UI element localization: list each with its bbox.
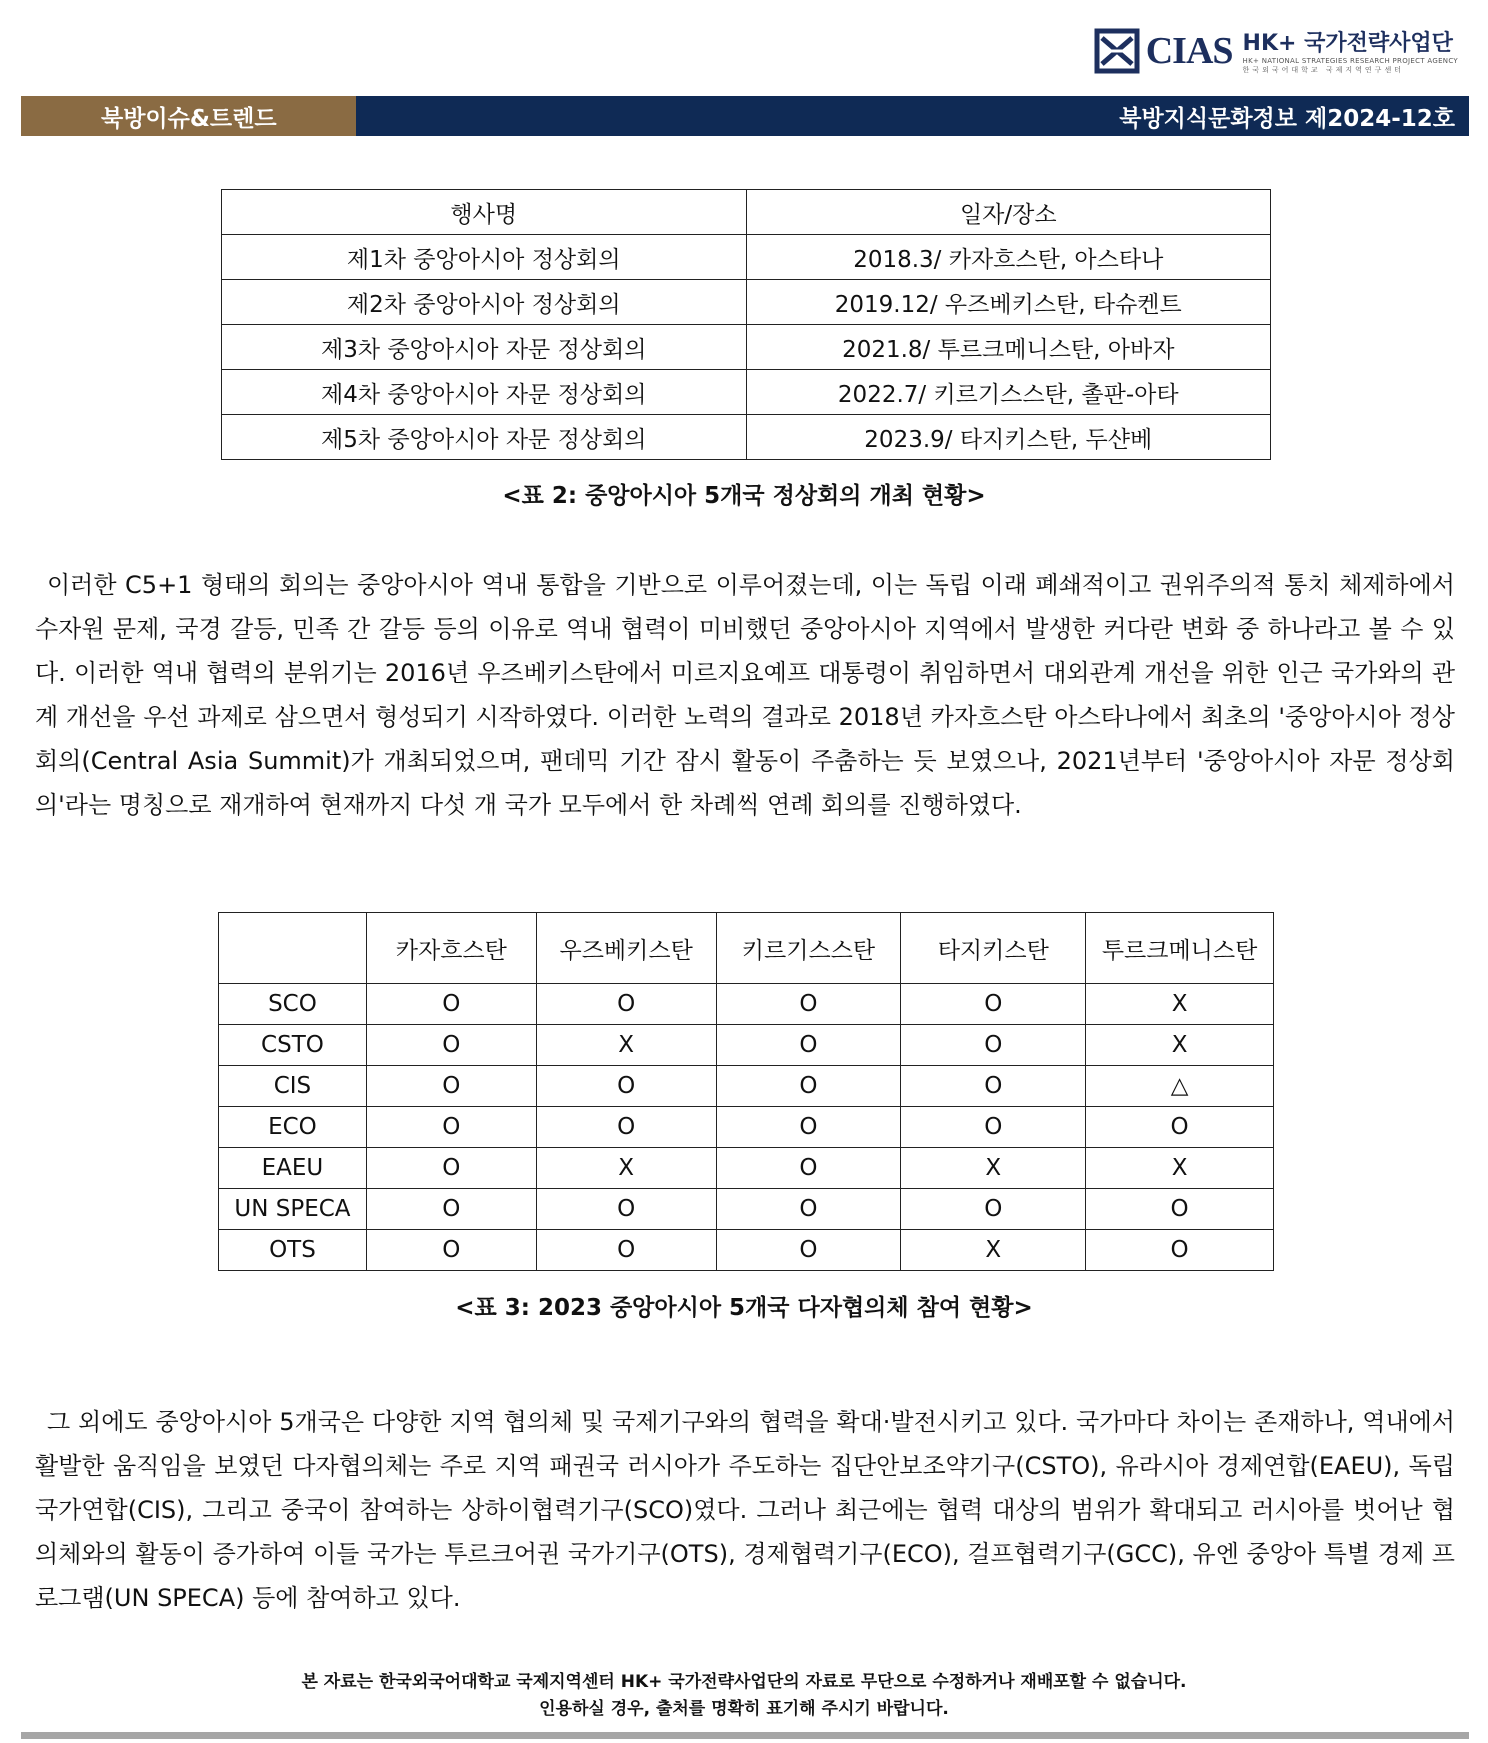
footer-citation: 인용하실 경우, 출처를 명확히 표기해 주시기 바랍니다. bbox=[539, 1699, 949, 1719]
table-cell: O bbox=[901, 984, 1086, 1025]
table-cell: O bbox=[1086, 1107, 1274, 1148]
table-cell: 2023.9/ 타지키스탄, 두샨베 bbox=[746, 415, 1271, 460]
column-header: 행사명 bbox=[222, 190, 747, 235]
table-row bbox=[219, 1230, 1274, 1271]
section-label: 북방이슈&트렌드 bbox=[21, 96, 356, 136]
table-cell: EAEU bbox=[219, 1148, 367, 1189]
table-cell: O bbox=[901, 1189, 1086, 1230]
table-row bbox=[222, 235, 1271, 280]
table-cell: CIS bbox=[219, 1066, 367, 1107]
footer-notice: 본 자료는 한국외국어대학교 국제지역센터 HK+ 국가전략사업단의 자료로 무단으로 수정하거나 재배포할 수 없습니다. bbox=[301, 1672, 1187, 1692]
table-row bbox=[219, 1148, 1274, 1189]
table-cell: O bbox=[366, 1066, 536, 1107]
table-cell: 2018.3/ 카자흐스탄, 아스타나 bbox=[746, 235, 1271, 280]
table-cell: OTS bbox=[219, 1230, 367, 1271]
column-header: 카자흐스탄 bbox=[366, 913, 536, 984]
table-cell: O bbox=[366, 1230, 536, 1271]
table-cell: 제1차 중앙아시아 정상회의 bbox=[222, 235, 747, 280]
column-header: 일자/장소 bbox=[746, 190, 1271, 235]
table-cell: 2021.8/ 투르크메니스탄, 아바자 bbox=[746, 325, 1271, 370]
table-cell: 제5차 중앙아시아 자문 정상회의 bbox=[222, 415, 747, 460]
logo-subtitle-ko: 한국외국어대학교 국제지역연구센터 bbox=[1242, 66, 1404, 74]
table-cell: O bbox=[716, 1066, 901, 1107]
table-cell: O bbox=[716, 1107, 901, 1148]
table-cell: △ bbox=[1086, 1066, 1274, 1107]
table-cell: 제2차 중앙아시아 정상회의 bbox=[222, 280, 747, 325]
footer-divider bbox=[21, 1732, 1469, 1739]
table-row bbox=[222, 280, 1271, 325]
cias-logo bbox=[1094, 26, 1458, 75]
table-cell: O bbox=[536, 984, 716, 1025]
logo-subtitle: HK+ NATIONAL STRATEGIES RESEARCH PROJECT AGENCY bbox=[1242, 57, 1458, 65]
column-header: 타지키스탄 bbox=[901, 913, 1086, 984]
table-row bbox=[222, 370, 1271, 415]
table-cell: O bbox=[536, 1230, 716, 1271]
table-cell: X bbox=[901, 1230, 1086, 1271]
table-cell: 2022.7/ 키르기스스탄, 촐판-아타 bbox=[746, 370, 1271, 415]
table-cell: O bbox=[716, 984, 901, 1025]
table-cell: O bbox=[366, 1189, 536, 1230]
table-cell: O bbox=[716, 1230, 901, 1271]
table-cell: X bbox=[536, 1025, 716, 1066]
table-cell: X bbox=[1086, 1148, 1274, 1189]
table-cell: CSTO bbox=[219, 1025, 367, 1066]
summit-table bbox=[221, 189, 1271, 460]
table-row bbox=[219, 984, 1274, 1025]
body-paragraph-2: 그 외에도 중앙아시아 5개국은 다양한 지역 협의체 및 국제기구와의 협력을 확대·발전시키고 있다. 국가마다 차이는 존재하나, 역내에서 활발한 움직임을 보였던 다자협의체는 주로 지역 패권국 러시아가 주도하는 집단안보조약기구(CSTO), 유라시아 경제연합(EAEU), 독립국가연합(CIS), 그리고 중국이 참여하는 상하이협력기구(SCO)였다. 그러나 최근에는 협력 대상의 범위가 확대되고 러시아를 벗어난 협의체와의 활동이 증가하여 이들 국가는 투르크어권 국가기구(OTS), 경제협력기구(ECO), 걸프협력기구(GCC), 유엔 중앙아 특별 경제 프로그램(UN SPECA) 등에 참여하고 있다. bbox=[35, 1408, 1455, 1612]
table-cell: SCO bbox=[219, 984, 367, 1025]
table-cell: O bbox=[901, 1025, 1086, 1066]
column-header bbox=[219, 913, 367, 984]
table-cell: 제3차 중앙아시아 자문 정상회의 bbox=[222, 325, 747, 370]
table-cell: 제4차 중앙아시아 자문 정상회의 bbox=[222, 370, 747, 415]
logo-text: CIAS bbox=[1145, 29, 1233, 72]
table-cell: X bbox=[1086, 984, 1274, 1025]
membership-table bbox=[218, 912, 1274, 1271]
table-row bbox=[222, 325, 1271, 370]
cias-emblem-icon bbox=[1094, 28, 1140, 74]
table-cell: O bbox=[901, 1066, 1086, 1107]
table-cell: X bbox=[1086, 1025, 1274, 1066]
table-cell: UN SPECA bbox=[219, 1189, 367, 1230]
column-header: 투르크메니스탄 bbox=[1086, 913, 1274, 984]
table3-caption: <표 3: 2023 중앙아시아 5개국 다자협의체 참여 현황> bbox=[455, 1295, 1033, 1321]
table-cell: O bbox=[366, 1025, 536, 1066]
table-row bbox=[219, 1189, 1274, 1230]
table-cell: O bbox=[366, 1148, 536, 1189]
issue-label: 북방지식문화정보 제2024-12호 bbox=[356, 96, 1469, 136]
table-row bbox=[219, 1066, 1274, 1107]
table-cell: X bbox=[536, 1148, 716, 1189]
table-cell: O bbox=[1086, 1189, 1274, 1230]
table-cell: O bbox=[366, 1107, 536, 1148]
table2-caption: <표 2: 중앙아시아 5개국 정상회의 개최 현황> bbox=[502, 483, 986, 509]
table-cell: O bbox=[536, 1066, 716, 1107]
table-header-row bbox=[222, 190, 1271, 235]
column-header: 키르기스스탄 bbox=[716, 913, 901, 984]
table-cell: 2019.12/ 우즈베키스탄, 타슈켄트 bbox=[746, 280, 1271, 325]
table-cell: ECO bbox=[219, 1107, 367, 1148]
header-band bbox=[21, 96, 1469, 136]
table-cell: O bbox=[1086, 1230, 1274, 1271]
column-header: 우즈베키스탄 bbox=[536, 913, 716, 984]
table-cell: O bbox=[716, 1148, 901, 1189]
table-cell: O bbox=[716, 1025, 901, 1066]
table-cell: O bbox=[536, 1189, 716, 1230]
table-cell: O bbox=[716, 1189, 901, 1230]
table-row bbox=[219, 1107, 1274, 1148]
table-row bbox=[222, 415, 1271, 460]
table-cell: O bbox=[901, 1107, 1086, 1148]
body-paragraph-1: 이러한 C5+1 형태의 회의는 중앙아시아 역내 통합을 기반으로 이루어졌는데, 이는 독립 이래 폐쇄적이고 권위주의적 통치 체제하에서 수자원 문제, 국경 갈등, 민족 간 갈등 등의 이유로 역내 협력이 미비했던 중앙아시아 지역에서 발생한 커다란 변화 중 하나라고 볼 수 있다. 이러한 역내 협력의 분위기는 2016년 우즈베키스탄에서 미르지요예프 대통령이 취임하면서 대외관계 개선을 위한 인근 국가와의 관계 개선을 우선 과제로 삼으면서 형성되기 시작하였다. 이러한 노력의 결과로 2018년 카자흐스탄 아스타나에서 최초의 '중앙아시아 정상회의(Central Asia Summit)가 개최되었으며, 팬데믹 기간 잠시 활동이 주춤하는 듯 보였으나, 2021년부터 '중앙아시아 자문 정상회의'라는 명칭으로 재개하여 현재까지 다섯 개 국가 모두에서 한 차례씩 연례 회의를 진행하였다. bbox=[35, 571, 1455, 819]
table-cell: X bbox=[901, 1148, 1086, 1189]
table-header-row bbox=[219, 913, 1274, 984]
table-cell: O bbox=[366, 984, 536, 1025]
table-cell: O bbox=[536, 1107, 716, 1148]
logo-title: HK+ 국가전략사업단 bbox=[1242, 31, 1453, 56]
table-row bbox=[219, 1025, 1274, 1066]
